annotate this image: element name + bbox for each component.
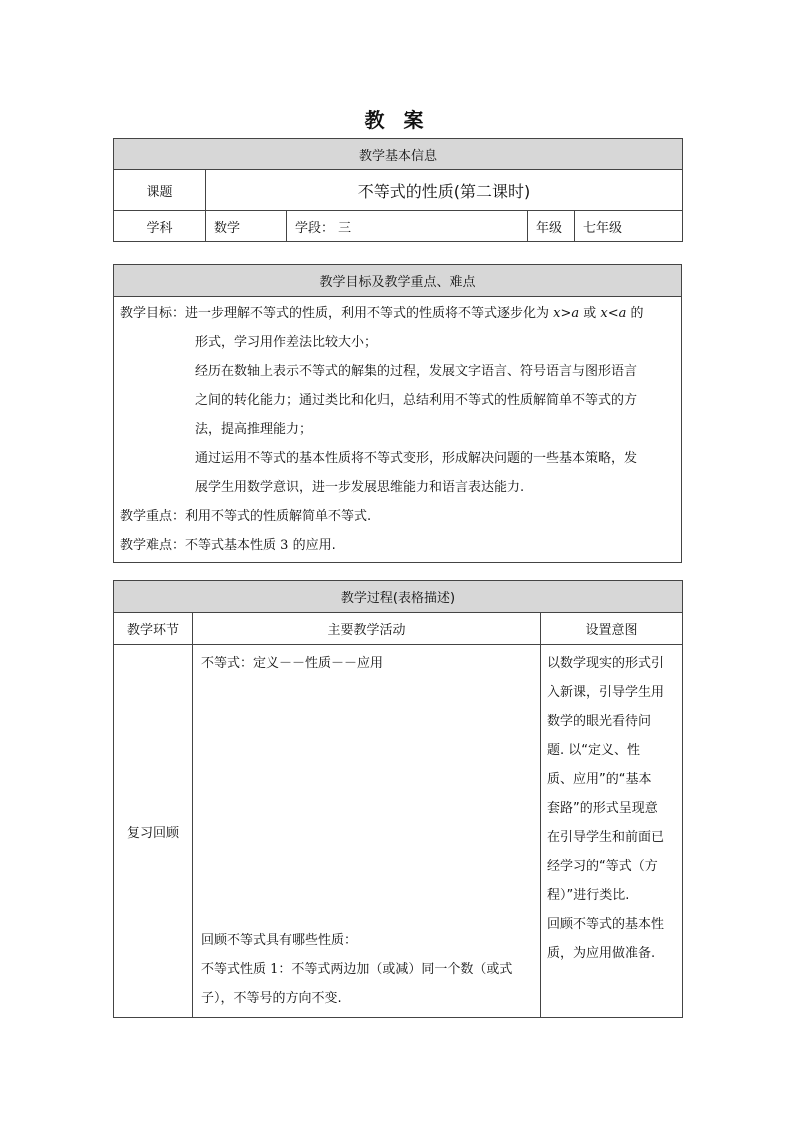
- grade-value: 七年级: [575, 211, 683, 242]
- intent-1-line: 以数学现实的形式引: [547, 656, 665, 671]
- stage-cell: [287, 211, 528, 242]
- intent-2-line: 回顾不等式的基本性: [547, 917, 665, 932]
- goal-line-5: 法，提高推理能力；: [195, 422, 313, 437]
- intent-1-line: 经学习的“等式（方: [547, 859, 658, 874]
- activity-cell: [193, 645, 541, 1018]
- goal-line-4: 之间的转化能力；通过类比和化归，总结利用不等式的性质解简单不等式的方: [195, 393, 638, 408]
- intent-1-line: 质、应用”的“基本: [547, 772, 652, 787]
- activity-line-4: 子），不等号的方向不变.: [201, 991, 342, 1006]
- expr-x-lt-a: x<a: [600, 306, 627, 321]
- basic-info-header: 教学基本信息: [114, 139, 683, 170]
- goal-text: 进一步理解不等式的性质，利用不等式的性质将不等式逐步化为: [185, 306, 554, 321]
- intent-block-1: [547, 649, 676, 910]
- goal-text: 的: [626, 306, 644, 321]
- objectives-table: [113, 264, 682, 563]
- key-label: 教学重点：: [120, 509, 186, 524]
- process-table: [113, 580, 683, 1018]
- difficult-label: 教学难点：: [120, 538, 186, 553]
- intent-1-line: 题. 以“定义、性: [547, 743, 640, 758]
- intent-block-2: [547, 910, 676, 968]
- key-point-line: [120, 502, 675, 531]
- goal-label: 教学目标：: [120, 306, 186, 321]
- activity-text: ：不等式两边加（或减）同一个数（或式: [278, 962, 513, 977]
- intent-1-line: 套路”的形式呈现意: [547, 801, 658, 816]
- difficult-text: 的应用.: [288, 538, 336, 553]
- goal-line-3: 经历在数轴上表示不等式的解集的过程，发展文字语言、符号语言与图形语言: [195, 364, 638, 379]
- col-intent-header: 设置意图: [541, 613, 683, 645]
- objectives-body: [114, 297, 682, 563]
- basic-info-table: [113, 138, 683, 242]
- property-num: 1: [270, 962, 279, 977]
- document-title: 教 案: [364, 108, 430, 132]
- intent-1-line: 入新课，引导学生用: [547, 685, 665, 700]
- subject-value: 数学: [206, 211, 287, 242]
- process-header: 教学过程(表格描述): [114, 581, 683, 613]
- activity-line-2: 回顾不等式具有哪些性质：: [201, 933, 358, 948]
- intent-1-line: 数学的眼光看待问: [547, 714, 652, 729]
- key-value: 利用不等式的性质解简单不等式.: [185, 509, 372, 524]
- activity-line-3: [201, 955, 532, 984]
- stage-review: 复习回顾: [114, 645, 193, 1018]
- difficult-point-line: [120, 531, 675, 560]
- topic-value: 不等式的性质(第二课时): [206, 170, 683, 211]
- subject-label: 学科: [114, 211, 206, 242]
- activity-text: 不等式性质: [201, 962, 271, 977]
- intent-2-line: 质，为应用做准备.: [547, 946, 656, 961]
- goal-line-6: 通过运用不等式的基本性质将不等式变形，形成解决问题的一些基本策略，发: [195, 451, 638, 466]
- activity-line-1: 不等式：定义－－性质－－应用: [201, 656, 384, 671]
- topic-label: 课题: [114, 170, 206, 211]
- expr-x-gt-a: x>a: [553, 306, 580, 321]
- difficult-num: 3: [280, 538, 289, 553]
- goal-line-7: 展学生用数学意识，进一步发展思维能力和语言表达能力.: [195, 480, 525, 495]
- objectives-header: 教学目标及教学重点、难点: [114, 265, 682, 297]
- stage-value: 三: [338, 220, 352, 236]
- goal-text: 或: [579, 306, 601, 321]
- grade-label: 年级: [528, 211, 575, 242]
- goal-line-2: 形式，学习用作差法比较大小；: [195, 335, 378, 350]
- intent-1-line: 程）”进行类比.: [547, 888, 630, 903]
- difficult-text: 不等式基本性质: [185, 538, 281, 553]
- stage-label: 学段：: [295, 220, 335, 236]
- intent-1-line: 在引导学生和前面已: [547, 830, 665, 845]
- intent-cell: [541, 645, 683, 1018]
- col-activity-header: 主要教学活动: [193, 613, 541, 645]
- goal-line-1: [120, 299, 675, 328]
- col-stage-header: 教学环节: [114, 613, 193, 645]
